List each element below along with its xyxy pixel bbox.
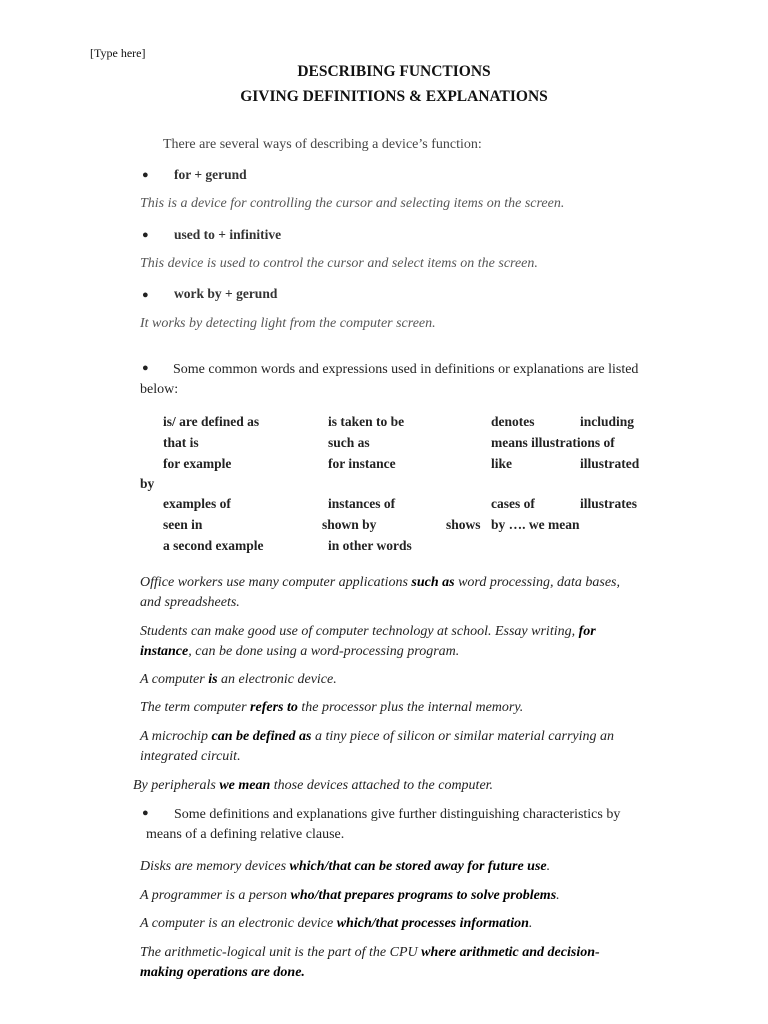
term: for instance [328, 456, 396, 471]
relative-example: A computer is an electronic device which/that processes information. [140, 916, 533, 931]
term: for example [163, 456, 232, 471]
header-placeholder: [Type here] [90, 46, 146, 60]
common-words-intro: Some common words and expressions used in definitions or explanations are listed below: [140, 362, 639, 397]
method-label: for + gerund [174, 167, 247, 182]
term: illustrates [580, 496, 637, 511]
method-example: This device is used to control the cursor and select items on the screen. [140, 256, 538, 271]
page-title: DESCRIBING FUNCTIONS [297, 63, 491, 80]
relative-example: Disks are memory devices which/that can be stored away for future use. [140, 859, 551, 874]
example-sentence: The term computer refers to the processor plus the internal memory. [140, 700, 524, 715]
method-example: It works by detecting light from the computer screen. [140, 316, 436, 331]
term: in other words [328, 538, 412, 553]
relative-example: The arithmetic-logical unit is the part of the CPU where arithmetic and decision-making operations are done. [140, 945, 600, 980]
page-subtitle: GIVING DEFINITIONS & EXPLANATIONS [240, 88, 548, 105]
example-sentence: Students can make good use of computer technology at school. Essay writing, for instance, can be done using a word-processing program. [140, 624, 596, 659]
term: is/ are defined as [163, 414, 260, 429]
method-label: work by + gerund [174, 286, 278, 301]
method-example: This is a device for controlling the cursor and selecting items on the screen. [140, 196, 565, 211]
method-label: used to + infinitive [174, 227, 282, 242]
term: shown by [322, 517, 377, 532]
term: illustrated [580, 456, 640, 471]
bullet-icon: ● [142, 362, 149, 374]
example-sentence: By peripherals we mean those devices attached to the computer. [133, 778, 494, 793]
term: is taken to be [328, 414, 405, 429]
term: like [491, 456, 513, 471]
term: means illustrations of [491, 435, 615, 450]
example-sentence: Office workers use many computer applications such as word processing, data bases, and spreadsheets. [140, 575, 621, 610]
term: by [140, 476, 155, 491]
term: examples of [163, 496, 231, 511]
term: a second example [163, 538, 264, 553]
term: cases of [491, 496, 535, 511]
term: seen in [163, 517, 203, 532]
term: instances of [328, 496, 396, 511]
term: that is [163, 435, 199, 450]
bullet-icon: ● [142, 229, 149, 241]
bullet-icon: ● [142, 807, 149, 819]
example-sentence: A microchip can be defined as a tiny piece of silicon or similar material carrying an integrated circuit. [140, 729, 615, 764]
intro-text: There are several ways of describing a device’s function: [163, 137, 482, 152]
term: shows [446, 517, 481, 532]
relative-clause-intro: Some definitions and explanations give further distinguishing characteristics by means of a defining relative clause. [146, 807, 621, 842]
term: including [580, 414, 635, 429]
bullet-icon: ● [142, 169, 149, 181]
bullet-icon: ● [142, 289, 149, 301]
term: denotes [491, 414, 535, 429]
relative-example: A programmer is a person who/that prepares programs to solve problems. [140, 888, 560, 903]
example-sentence: A computer is an electronic device. [140, 672, 337, 687]
term: by …. we mean [491, 517, 580, 532]
term: such as [328, 435, 370, 450]
